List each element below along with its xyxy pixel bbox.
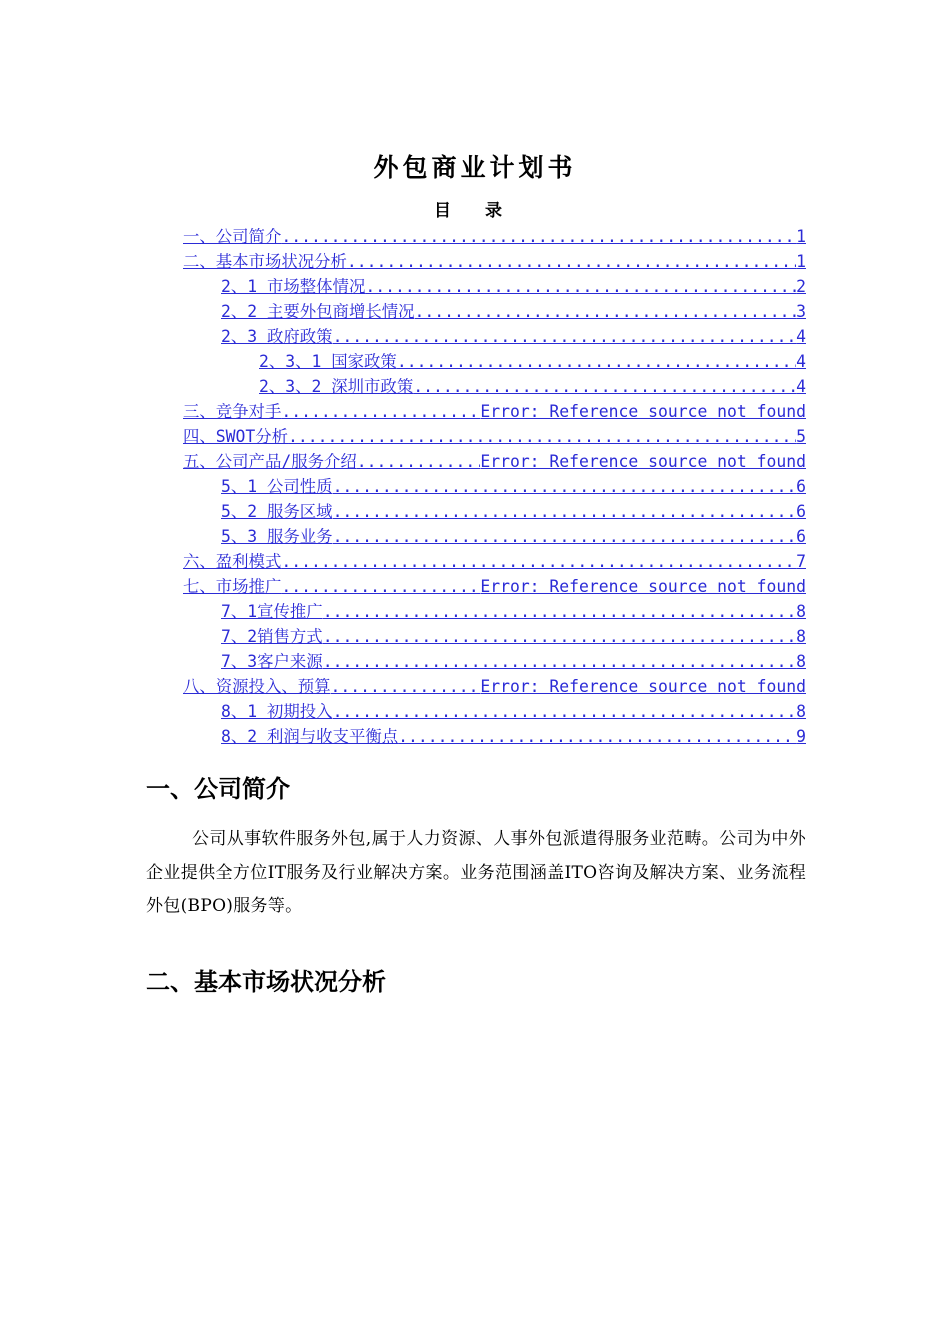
toc-leader-dots [281,549,796,574]
toc-entry-label: 六、盈利模式 [183,552,282,571]
toc-leader-dots [281,224,796,249]
toc-entry-page: 1 [796,227,806,246]
toc-entry[interactable] [183,499,806,524]
toc-leader-dots [281,574,480,599]
toc-entry-page: 8 [796,652,806,671]
table-of-contents [183,224,806,749]
toc-leader-dots [323,649,796,674]
toc-entry[interactable] [183,424,806,449]
company-intro-paragraph: 公司从事软件服务外包,属于人力资源、人事外包派遣得服务业范畴。公司为中外企业提供全方位IT服务及行业解决方案。业务范围涵盖ITO咨询及解决方案、业务流程外包(BPO)服务等。 [146,829,806,916]
toc-entry[interactable] [183,474,806,499]
toc-entry-label: 2、3、2 深圳市政策 [259,377,414,396]
toc-entry[interactable] [183,349,806,374]
toc-entry-label: 四、SWOT分析 [183,427,289,446]
toc-leader-dots [365,274,796,299]
toc-leader-dots [333,499,797,524]
toc-entry-label: 2、2 主要外包商增长情况 [221,302,415,321]
toc-entry-page: Error: Reference source not found [480,677,806,696]
toc-entry-label: 8、2 利润与收支平衡点 [221,727,399,746]
toc-entry-page: 5 [796,427,806,446]
toc-leader-dots [398,724,796,749]
toc-entry[interactable] [183,699,806,724]
toc-entry-label: 8、1 初期投入 [221,702,333,721]
toc-entry-page: 6 [796,527,806,546]
toc-entry-label: 二、基本市场状况分析 [183,252,347,271]
toc-entry-label: 7、3客户来源 [221,652,323,671]
toc-entry-page: 7 [796,552,806,571]
toc-entry[interactable] [183,224,806,249]
toc-entry[interactable] [183,724,806,749]
toc-entry[interactable] [183,449,806,474]
toc-entry[interactable] [183,574,806,599]
toc-entry-label: 2、3、1 国家政策 [259,352,397,371]
toc-entry[interactable] [183,274,806,299]
section-heading-market-analysis: 二、基本市场状况分析 [146,968,386,996]
toc-entry-label: 5、3 服务业务 [221,527,333,546]
toc-entry-label: 7、1宣传推广 [221,602,323,621]
toc-leader-dots [323,624,796,649]
toc-entry-label: 三、竞争对手 [183,402,282,421]
toc-entry[interactable] [183,649,806,674]
toc-entry-page: 4 [796,377,806,396]
toc-entry-page: 8 [796,602,806,621]
toc-entry-page: Error: Reference source not found [480,577,806,596]
toc-entry-label: 7、2销售方式 [221,627,323,646]
toc-entry-label: 5、1 公司性质 [221,477,333,496]
toc-entry[interactable] [183,249,806,274]
toc-leader-dots [333,324,797,349]
toc-leader-dots [347,249,796,274]
toc-entry-label: 5、2 服务区域 [221,502,333,521]
toc-entry-page: 6 [796,477,806,496]
toc-entry[interactable] [183,324,806,349]
toc-leader-dots [333,474,797,499]
toc-entry[interactable] [183,399,806,424]
toc-entry-page: 4 [796,327,806,346]
document-title: 外包商业计划书 [373,153,577,182]
toc-entry[interactable] [183,599,806,624]
toc-leader-dots [415,299,797,324]
toc-leader-dots [331,674,481,699]
toc-leader-dots [397,349,796,374]
toc-leader-dots [357,449,481,474]
toc-entry[interactable] [183,299,806,324]
toc-entry-page: Error: Reference source not found [480,402,806,421]
toc-entry-label: 2、1 市场整体情况 [221,277,366,296]
toc-leader-dots [333,524,797,549]
toc-leader-dots [413,374,796,399]
toc-entry-page: 6 [796,502,806,521]
toc-entry-label: 2、3 政府政策 [221,327,333,346]
toc-entry-page: 9 [796,727,806,746]
section-heading-company-intro: 一、公司简介 [146,775,290,803]
toc-entry[interactable] [183,624,806,649]
toc-leader-dots [323,599,796,624]
toc-entry[interactable] [183,674,806,699]
toc-entry-page: 4 [796,352,806,371]
toc-entry-page: 3 [796,302,806,321]
toc-entry-page: Error: Reference source not found [480,452,806,471]
toc-leader-dots [333,699,797,724]
toc-entry-label: 八、资源投入、预算 [183,677,331,696]
toc-entry-label: 七、市场推广 [183,577,282,596]
toc-leader-dots [288,424,796,449]
toc-entry-page: 1 [796,252,806,271]
toc-entry-label: 一、公司简介 [183,227,282,246]
toc-entry[interactable] [183,374,806,399]
toc-leader-dots [281,399,480,424]
toc-entry-page: 8 [796,702,806,721]
toc-entry-page: 2 [796,277,806,296]
toc-entry-page: 8 [796,627,806,646]
toc-entry[interactable] [183,524,806,549]
toc-entry-label: 五、公司产品/服务介绍 [183,452,357,471]
toc-entry[interactable] [183,549,806,574]
toc-heading: 目 录 [434,201,516,221]
